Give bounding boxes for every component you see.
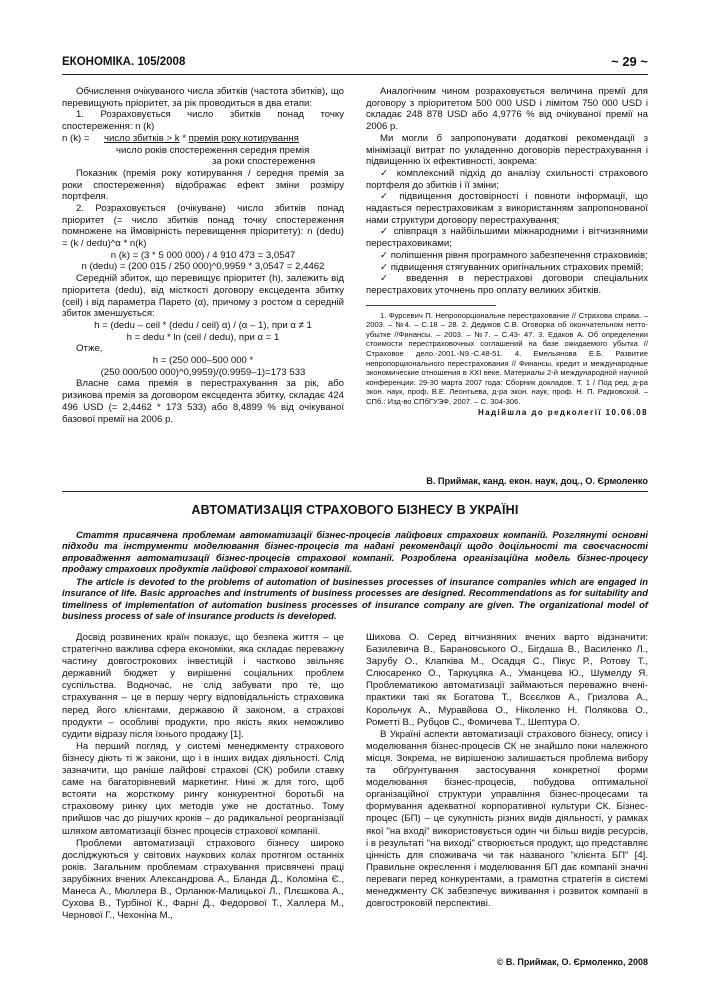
upper-right-column	[366, 86, 648, 418]
article-title: АВТОМАТИЗАЦІЯ СТРАХОВОГО БІЗНЕСУ В УКРАЇНІ	[191, 503, 519, 517]
footnote-rule	[366, 305, 496, 306]
formula-times: *	[179, 132, 189, 144]
formula-denominator-2: за роки спостереження	[212, 156, 316, 168]
formula-denominator: число років спостереження середня премія	[116, 144, 310, 156]
paragraph: Показник (премія року котирування / середня премія за роки спостереження) відображає ефект зміни розміру портфеля.	[62, 167, 344, 203]
section-rule	[62, 491, 648, 492]
formula-line: h = (250 000–500 000 *	[152, 355, 254, 367]
abstract-ukrainian	[62, 529, 648, 575]
abstract-text: The article is devoted to the problems of automation of businesses processes of insurance companies which are engaged in insurance of life. Basic approaches and instruments of business processes are designed. Recommendations as for suitability and timeliness of implementation of automation business processes of insurance company are given. The organizational model of business process of sale of insurance products is developed.	[62, 576, 648, 622]
paragraph: Обчислення очікуваного числа збитків (частота збитків), що перевищують пріоритет, за рік проводиться в два етапи:	[62, 86, 344, 109]
journal-title: ЕКОНОМІКА. 105/2008	[62, 56, 186, 68]
formula-line: n (k) = (3 * 5 000 000) / 4 910 473 = 3,0547	[110, 249, 296, 261]
paragraph: 2. Розраховується (очікуване) число збитків понад пріоритет (= число збитків понад точку спостереження помножене на ймовірність перевищення пріоритету): n (dedu) = (k / dedu)^α * n(k)	[62, 202, 344, 250]
formula-line: n (dedu) = (200 015 / 250 000)^0,9959 * 3,0547 = 2,4462	[81, 261, 325, 273]
authors-line: В. Приймак, канд. екон. наук, доц., О. Єрмоленко	[426, 476, 648, 486]
paragraph: Власне сама премія в перестрахування за рік, або ризикова премія за договором ексцедента збитку, складає 424 496 USD (= 2,4462 * 173 533) або 8,4899 % від очікуваної базової премії на 2006 р.	[62, 378, 344, 425]
header-rule	[62, 74, 648, 75]
abstract-text: Стаття присвячена проблемам автоматизації бізнес-процесів лайфових страхових компаній. Розглянуті основні підходи та інструменти моделювання бізнес-процесів та надані рекомендації щодо доцільності та своєчасності впровадження автоматизації бізнес-процесів страхової компанії. Розроблена організаційна модель бізнес-процесу продажу страхових продуктів лайфової страхової компанії.	[62, 529, 648, 575]
paragraph: Шихова О. Серед вітчизняних вчених варто відзначити: Базилевича В., Барановського О., Бігдаша В., Василенко Л., Зарубу О., Клапківа М., Осадця С., Пікус Р., Ротову Т., Слюсаренко О., Таркуцяка А., Уманцева Ю., Шумелду Я. Проблематикою автоматизації займаються переважно вчені-практики такі як Богатова Т., Всєєлков А., Гризлова А., Корольчук А., Муравйова О., Ніколенко Н. Полякова О., Рометтi В., Рубцов С., Фомичева Т., Шептура О.	[366, 632, 648, 728]
paragraph: Проблеми автоматизації страхового бізнесу широко досліджуються у світових наукових колах протягом останніх років. Загальним проблемам страхування присвячені праці зарубіжних вчених Александрова А., Бланда Д., Коломіна Є., Манеса А., Мюллера В., Орланюк-Малицької Л., Плєшкова А., Сухова В., Турбіної К., Фарні Д., Федорової Т., Халлера М., Чернової Г., Чехоніна М.,	[62, 837, 344, 922]
formula-line: (250 000/500 000)^0,9959)/(0.9959–1)=173 533	[100, 366, 306, 378]
paragraph: На перший погляд, у системі менеджменту страхового бізнесу діють ті ж закони, що і в інших видах діяльності. Слід зазначити, що раніше лайфові страхові (СК) робили ставку саме на багаторівневий маркетинг. Нині ж для того, щоб встояти на жорсткому рингу конкурентної боротьбі на страховому ринку цих методів уже не достатньо. Тому прийшов час до рішучих кроків – до радикальної реорганізації шляхом автоматизації бізнес процесів страхової компанії.	[62, 740, 344, 837]
footnotes: 1. Фурсевич П. Непропорціональне перестрахование // Страхова справа. – 2003. – №4. – С.18 – 28. 2. Дедиков С.В. Оговорка об окончательном нетто-убытке //Финансы. – 2003. – №7. – С.43- 47. 3. Едаков А. Об определении стоимости перестраховочных соглашений на базе ожидаемого убытка // Страховое дело.-2001.-N9.-С.48-51. 4. Емельянова Е.Б. Развитие непропорционального перестрахования // Финансы, кредит и международные экономические отношения в XXI веке. Материалы 2-й международной научной конференции. 29-30 марта 2007 года: Сборник докладов. Т. 1 / Под ред. д-ра экон. наук, проф. В.Е. Леонтьева, д-ра экон. наук, проф. Н. П. Радковской. – СПб.: Изд-во СПбГУЭФ, 2007. – С. 304-306.	[366, 310, 648, 406]
body-right-column	[366, 632, 648, 910]
paragraph: Отже,	[76, 343, 103, 355]
running-header	[62, 56, 648, 74]
body-left-column	[62, 632, 344, 922]
paragraph: Досвід розвинених країн показує, що безпека життя – це стратегічно важлива сфера економіки, яка складає переважну частину довгострокових інвестицій і частково звільняє державний бюджет у вирішенні соціальних проблем суспільства. Водночас, не слід забувати про те, що страхування – це в першу чергу відповідальність страховика перед його клієнтами, державою й законом, а страхові продукти – особливі продукти, про якість яких неможливо судити відразу після їхнього продажу [1].	[62, 632, 344, 740]
checkmark-list-item: ✓ поліпшення рівня програмного забезпечення страховиків;	[380, 249, 648, 261]
formula-numerator-a: число збитків > k	[104, 132, 180, 144]
paragraph: В Україні аспекти автоматизації страхового бізнесу, опису і моделювання бізнес-процесів СК не знайшло поки належного місця. Зокрема, не вирішеною залишається проблема вибору та обґрунтування застосування конкретної форми моделювання бізнес-процесів, побудова оптимальної організаційної структури управління бізнес-процесами та формування адекватної корпоративної культури СК. Бізнес-процес (БП) – це сукупність різних видів діяльності, у рамках якої "на вході" використовується один чи більш видів ресурсів, і в результаті "на виході" створюється продукт, що представляє цінність для споживача чи так названого "клієнта БП" [4]. Правильне окреслення і моделювання БП дає компанії значні переваги перед конкурентами, а грамотна стратегія в системі менеджменту СК забезпечує виживання і розвиток компанії в довгостроковій перспективі.	[366, 728, 648, 910]
upper-left-column	[62, 86, 344, 425]
checkmark-list-item: ✓ комплексний підхід до аналізу схильності страхового портфеля до збитків і її зміни;	[366, 167, 648, 191]
paragraph: Аналогічним чином розраховується величина премії для договору з пріоритетом 500 000 USD і лімітом 750 000 USD і складає 248 878 USD або 4,9776 % від очікуваної премії на 2006 р.	[366, 86, 648, 133]
formula-lhs: n (k) =	[62, 132, 90, 144]
page-number: ~ 29 ~	[611, 54, 648, 69]
formula-nk	[62, 133, 344, 168]
formula-numerator-b: премія року котирування	[188, 132, 299, 144]
paragraph: 1. Розраховується число збитків понад точку спостереження: n (k)	[62, 109, 344, 133]
checkmark-list-item: ✓ співпраця з найбільшими міжнародними і вітчизняними перестраховиками;	[366, 226, 648, 250]
checkmark-list-item: ✓ підвищення достовірності і повноти інформації, що надається перестраховикам з використанням запропонованої нами структури договору перестрахування;	[366, 191, 648, 226]
received-date: Надійшла до редколегії 10.06.08	[477, 407, 648, 417]
checkmark-list-item: ✓ підвищення стягуванних оригінальних страхових премій;	[380, 261, 644, 273]
paragraph: Середній збиток, що перевищує пріоритет (h), залежить від пріоритета (dedu), від місткості договору ексцедента збитку (ceil) і від параметра Парето (α), причому з ростом α середній збиток зменшується:	[62, 273, 344, 320]
checkmark-list-item: ✓ введення в перестрахові договори спеціальних перестрахових уточнень про оплату великих збитків.	[366, 273, 648, 296]
formula-line: h = (dedu – ceil * (dedu / ceil) α) / (α – 1), при α ≠ 1	[94, 319, 312, 331]
paragraph: Ми могли б запропонувати додаткові рекомендації з мінімізації витрат по укладенню договорів перестрахування і підвищенню їх ефективності, зокрема:	[366, 132, 648, 168]
copyright-line: © В. Приймак, О. Єрмоленко, 2008	[496, 957, 648, 967]
abstract-english	[62, 576, 648, 622]
formula-line: h = dedu * ln (ceil / dedu), при α = 1	[126, 331, 280, 343]
